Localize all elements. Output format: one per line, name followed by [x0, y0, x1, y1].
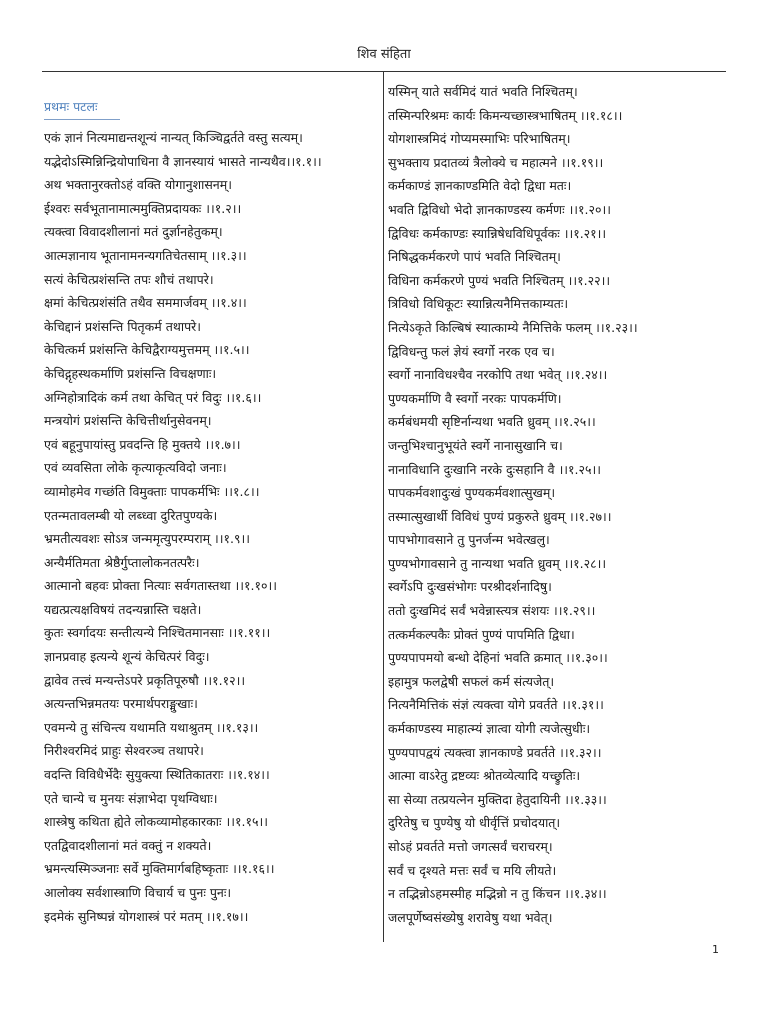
verse-line: निषिद्धकर्मकरणे पापं भवति निश्चितम्।	[388, 249, 561, 265]
verse-line: वदन्ति विविधैर्भेदैः सुयुक्त्या स्थितिकातराः ।।१.१४।।	[44, 767, 270, 783]
verse-line: जलपूर्णेष्वसंख्येषु शरावेषु यथा भवेत्।	[388, 909, 553, 925]
right-verse-column	[388, 80, 726, 929]
verse-line: स्वर्गेऽपि दुःखसंभोगः परश्रीदर्शनादिषु।	[388, 579, 552, 595]
verse-line: नानाविधानि दुःखानि नरके दुःसहानि वै ।।१.२५।।	[388, 461, 601, 477]
verse-line: इदमेकं सुनिष्पन्नं योगशास्त्रं परं मतम् ।।१.१७।।	[44, 908, 249, 924]
verse-line: त्यक्त्वा विवादशीलानां मतं दुर्ज्ञानहेतुकम्।	[44, 224, 223, 240]
verse-line: अन्यैर्मतिमता श्रेष्ठैर्गुप्तालोकनतत्परैः।	[44, 554, 200, 570]
verse-line: आलोक्य सर्वशास्त्राणि विचार्य च पुनः पुनः।	[44, 885, 232, 900]
verse-line: भवति द्विविधो भेदो ज्ञानकाण्डस्य कर्मणः ।।१.२०।।	[388, 201, 611, 217]
verse-line: द्वावेव तत्त्वं मन्यन्तेऽपरे प्रकृतिपूरुषौ ।।१.१२।।	[44, 672, 246, 688]
verse-line: एते चान्ये च मुनयः संज्ञाभेदा पृथग्विधाः।	[44, 790, 218, 806]
verse-line: निरीश्वरमिदं प्राहुः सेश्वरञ्च तथापरे।	[44, 743, 204, 759]
left-verse-column	[44, 126, 378, 928]
verse-line: पापभोगावसाने तु पुनर्जन्म भवेत्खलु।	[388, 532, 550, 548]
verse-line: आत्मानो बहवः प्रोक्ता नित्याः सर्वगतास्तथा ।।१.१०।।	[44, 578, 277, 594]
verse-line: एवं व्यवसिता लोके कृत्याकृत्यविदो जनाः।	[44, 460, 227, 476]
verse-line: सर्वं च दृश्यते मत्तः सर्वं च मयि लीयते।	[388, 862, 557, 878]
verse-line: पुण्यभोगावसाने तु नान्यथा भवति ध्रुवम् ।।१.२८।।	[388, 555, 607, 571]
verse-line: पुण्यपापद्वयं त्यक्त्वा ज्ञानकाण्डे प्रवर्तते ।।१.३२।।	[388, 744, 602, 760]
verse-line: केचिद्गृहस्थकर्माणि प्रशंसन्ति विचक्षणाः।	[44, 365, 217, 381]
verse-line: यस्मिन् याते सर्वमिदं यातं भवति निश्चितम्।	[388, 84, 578, 99]
verse-line: योगशास्त्रमिदं गोप्यमस्माभिः परिभाषितम्।	[388, 131, 571, 147]
verse-line: सा सेव्या तत्प्रयत्नेन मुक्तिदा हेतुदायिनी ।।१.३३।।	[388, 791, 607, 807]
verse-line: विधिना कर्मकरणे पुण्यं भवति निश्चितम् ।।१.२२।।	[388, 272, 611, 288]
verse-line: कुतः स्वर्गादयः सन्तीत्यन्ये निश्चितमानसाः ।।१.११।।	[44, 625, 271, 641]
verse-line: दुरितेषु च पुण्येषु यो धीर्वृत्तिं प्रचोदयात्।	[388, 815, 561, 831]
verse-line: द्विविधः कर्मकाण्डः स्यान्निषेधविधिपूर्वकः ।।१.२१।।	[388, 225, 607, 241]
verse-line: द्विविधन्तु फलं ज्ञेयं स्वर्गो नरक एव च।	[388, 343, 555, 359]
verse-line: एकं ज्ञानं नित्यमाद्यन्तशून्यं नान्यत् किञ्चिद्वर्तते वस्तु सत्यम्।	[44, 130, 303, 145]
verse-line: पुण्यकर्माणि वै स्वर्गो नरकः पापकर्मणि।	[388, 390, 562, 406]
verse-line: तत्कर्मकल्पकैः प्रोक्तं पुण्यं पापमिति द्विधा।	[388, 626, 575, 642]
page-header-title: शिव संहिता	[357, 47, 411, 62]
page-number: 1	[712, 943, 719, 956]
verse-line: अथ भक्तानुरक्तोऽहं वक्ति योगानुशासनम्।	[44, 177, 232, 193]
verse-line: नित्यनैमित्तिकं संज्ञं त्यक्त्वा योगे प्रवर्तते ।।१.३१।।	[388, 697, 604, 713]
verse-line: तस्मिन्परिश्रमः कार्यः किमन्यच्छास्त्रभाषितम् ।।१.१८।।	[388, 107, 623, 123]
verse-line: यद्भेदोऽस्मिन्निन्द्रियोपाधिना वै ज्ञानस्यायं भासते नान्यथैव।।१.१।।	[44, 153, 322, 169]
verse-line: आत्मज्ञानाय भूतानामनन्यगतिचेतसाम् ।।१.३।।	[44, 247, 247, 263]
verse-line: मन्त्रयोगं प्रशंसन्ति केचित्तीर्थानुसेवनम्।	[44, 413, 212, 429]
chapter-heading: प्रथमः पटलः	[44, 99, 98, 114]
verse-line: यद्यत्प्रत्यक्षविषयं तदन्यन्नास्ति चक्षते।	[44, 601, 202, 617]
verse-line: त्रिविधो विधिकूटः स्यान्नित्यनैमित्तकाम्यतः।	[388, 296, 569, 312]
verse-line: सोऽहं प्रवर्तते मत्तो जगत्सर्वं चराचरम्।	[388, 839, 553, 854]
verse-line: भ्रमतीत्यवशः सोऽत्र जन्ममृत्युपरम्पराम् ।।१.९।।	[44, 531, 250, 547]
verse-line: केचिद्दानं प्रशंसन्ति पितृकर्म तथापरे।	[44, 318, 202, 334]
column-divider	[383, 72, 384, 942]
verse-line: अग्निहोत्रादिकं कर्म तथा केचित् परं विदुः ।।१.६।।	[44, 389, 262, 405]
verse-line: न तद्भिन्नोऽहमस्मीह मद्भिन्नो न तु किंचन ।।१.३४।।	[388, 886, 607, 902]
verse-line: आत्मा वाऽरेतु द्रष्टव्यः श्रोतव्येत्यादि यच्छ्रुतिः।	[388, 768, 581, 784]
verse-line: सुभक्ताय प्रदातव्यं त्रैलोक्ये च महात्मने ।।१.१९।।	[388, 154, 604, 170]
chapter-heading-underline	[44, 119, 120, 120]
verse-line: केचित्कर्म प्रशंसन्ति केचिद्वैराग्यमुत्तमम् ।।१.५।।	[44, 342, 250, 358]
verse-line: ईश्वरः सर्वभूतानामात्ममुक्तिप्रदायकः ।।१.२।।	[44, 200, 242, 216]
verse-line: ज्ञानप्रवाह इत्यन्ये शून्यं केचित्परं विदुः।	[44, 649, 210, 665]
verse-line: कर्मकाण्डस्य माहात्म्यं ज्ञात्वा योगी त्यजेत्सुधीः।	[388, 721, 591, 737]
header-divider	[42, 71, 726, 72]
verse-line: पापकर्मवशादुःखं पुण्यकर्मवशात्सुखम्।	[388, 485, 556, 501]
verse-line: भ्रमन्त्यस्मिञ्जनाः सर्वे मुक्तिमार्गबहिष्कृताः ।।१.१६।।	[44, 861, 275, 877]
verse-line: पुण्यपापमयो बन्धो देहिनां भवति क्रमात् ।।१.३०।।	[388, 650, 608, 666]
verse-line: कर्मबंधमयी सृष्टिर्नान्यथा भवति ध्रुवम् ।।१.२५।।	[388, 414, 596, 430]
verse-line: एवं बहूनुपायांस्तु प्रवदन्ति हि मुक्तये ।।१.७।।	[44, 436, 241, 452]
verse-line: इहामुत्र फलद्वेषी सफलं कर्म संत्यजेत्।	[388, 673, 555, 689]
verse-line: सत्यं केचित्प्रशंसन्ति तपः शौचं तथापरे।	[44, 271, 214, 287]
verse-line: कर्मकाण्डं ज्ञानकाण्डमिति वेदो द्विधा मतः।	[388, 178, 572, 194]
verse-line: जन्तुभिश्चानुभूयंते स्वर्गे नानासुखानि च।	[388, 437, 563, 453]
verse-line: एवमन्ये तु संचिन्त्य यथामति यथाश्रुतम् ।।१.१३।।	[44, 719, 259, 735]
verse-line: व्यामोहमेव गच्छंति विमुक्ताः पापकर्मभिः ।।१.८।।	[44, 483, 260, 499]
verse-line: शास्त्रेषु कथिता ह्येते लोकव्यामोहकारकाः ।।१.१५।।	[44, 814, 268, 830]
verse-line: एतन्मतावलम्बी यो लब्ध्वा दुरितपुण्यके।	[44, 507, 218, 523]
verse-line: नित्येऽकृते किल्बिषं स्यात्काम्ये नैमित्तिके फलम् ।।१.२३।।	[388, 319, 638, 335]
verse-line: तस्मात्सुखार्थी विविधं पुण्यं प्रकुरुते ध्रुवम् ।।१.२७।।	[388, 508, 612, 524]
verse-line: क्षमां केचित्प्रशंसंति तथैव सममार्जवम् ।।१.४।।	[44, 295, 247, 311]
verse-line: अत्यन्तभिन्नमतयः परमार्थपराङ्मुखाः।	[44, 696, 198, 712]
verse-line: स्वर्गो नानाविधश्चैव नरकोपि तथा भवेत् ।।१.२४।।	[388, 367, 608, 383]
verse-line: एतद्विवादशीलानां मतं वक्तुं न शक्यते।	[44, 837, 212, 853]
verse-line: ततो दुःखमिदं सर्वं भवेन्नास्त्यत्र संशयः ।।१.२९।।	[388, 603, 596, 619]
